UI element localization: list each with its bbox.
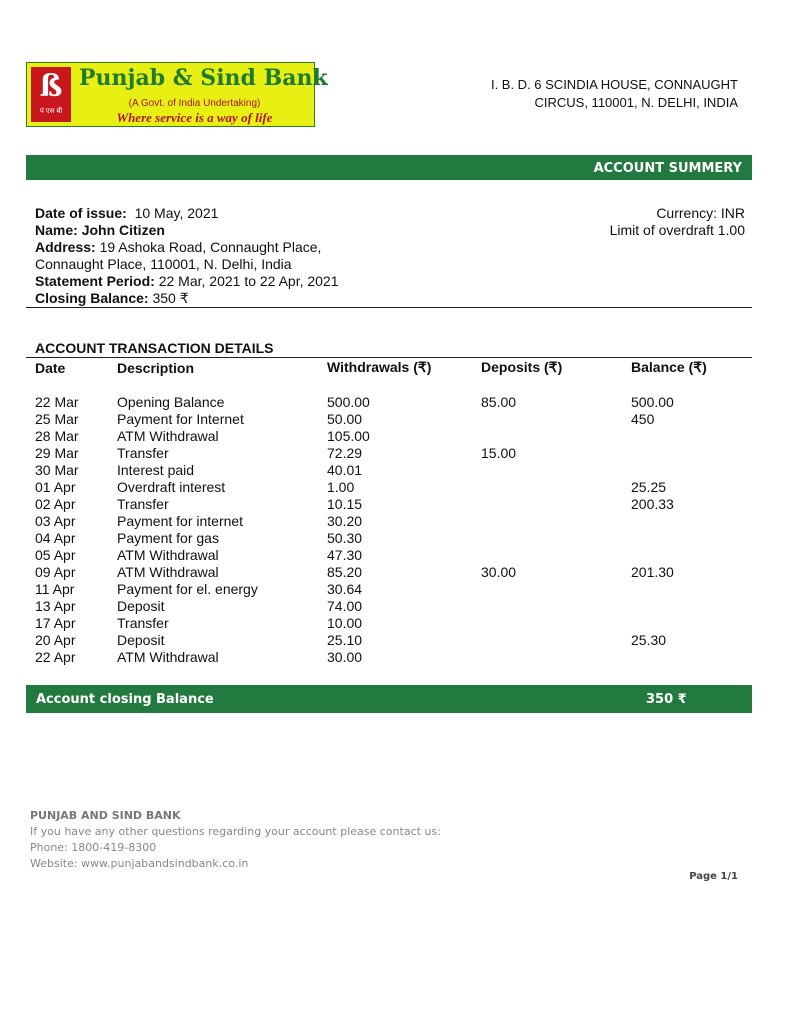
footer-bank-name: PUNJAB AND SIND BANK [30, 809, 181, 822]
table-row [30, 564, 752, 581]
summary-title: ACCOUNT SUMMERY [593, 161, 742, 176]
column-header-balance: Balance (₹) [631, 359, 707, 375]
cell-withdrawal: 74.00 [327, 598, 363, 614]
table-row [30, 547, 752, 564]
cell-withdrawal: 30.64 [327, 581, 363, 597]
cell-deposit [476, 632, 626, 649]
cell-date: 05 Apr [35, 547, 76, 563]
date-of-issue: Date of issue: 10 May, 2021 [35, 205, 219, 221]
cell-withdrawal: 500.00 [327, 394, 370, 410]
cell-balance: 500.00 [631, 394, 674, 410]
cell-date: 30 Mar [35, 462, 79, 478]
cell-date: 04 Apr [35, 530, 76, 546]
cell-withdrawal: 40.01 [327, 462, 363, 478]
cell-description: Deposit [117, 632, 165, 648]
cell-withdrawal: 10.15 [327, 496, 363, 512]
cell-deposit: 85.00 [481, 394, 517, 410]
statement-period: Statement Period: 22 Mar, 2021 to 22 Apr, 2021 [35, 273, 339, 289]
cell-balance [626, 462, 752, 479]
cell-date: 22 Mar [35, 394, 79, 410]
cell-withdrawal: 85.20 [327, 564, 363, 580]
table-row [30, 632, 752, 649]
cell-date: 22 Apr [35, 649, 76, 665]
cell-description: Transfer [117, 445, 169, 461]
cell-withdrawal: 25.10 [327, 632, 363, 648]
closing-balance-label: Account closing Balance [36, 692, 214, 707]
cell-date: 11 Apr [35, 581, 75, 597]
customer-address-line2: Connaught Place, 110001, N. Delhi, India [35, 256, 292, 272]
cell-deposit [476, 411, 626, 428]
table-row [30, 411, 752, 428]
column-header-date: Date [35, 359, 66, 376]
cell-deposit: 30.00 [481, 564, 517, 580]
transactions-table [30, 357, 752, 666]
table-row [30, 530, 752, 547]
transactions-title: ACCOUNT TRANSACTION DETAILS [35, 340, 274, 356]
column-header-withdrawals: Withdrawals (₹) [327, 359, 432, 375]
cell-withdrawal: 72.29 [327, 445, 363, 461]
cell-date: 13 Apr [35, 598, 76, 614]
cell-description: Payment for el. energy [117, 581, 258, 597]
cell-deposit [476, 479, 626, 496]
cell-balance [626, 547, 752, 564]
cell-deposit [476, 513, 626, 530]
cell-description: Deposit [117, 598, 165, 614]
cell-deposit [476, 428, 626, 445]
bank-emblem-icon: ß पं एस बी [31, 67, 71, 122]
cell-date: 20 Apr [35, 632, 76, 648]
cell-balance: 200.33 [631, 496, 674, 512]
cell-withdrawal: 47.30 [327, 547, 363, 563]
table-row [30, 581, 752, 598]
cell-description: Transfer [117, 615, 169, 631]
account-info [35, 205, 339, 307]
logo-tagline: Where service is a way of life [116, 110, 273, 125]
table-row [30, 479, 752, 496]
closing-balance: Closing Balance: 350 ₹ [35, 290, 189, 306]
cell-description: Opening Balance [117, 394, 225, 410]
table-row [30, 445, 752, 462]
logo-subtitle: (A Govt. of India Undertaking) [128, 98, 261, 109]
cell-date: 28 Mar [35, 428, 79, 444]
cell-withdrawal: 50.30 [327, 530, 363, 546]
cell-date: 03 Apr [35, 513, 76, 529]
footer-phone: Phone: 1800-419-8300 [30, 841, 157, 854]
cell-description: ATM Withdrawal [117, 547, 219, 563]
cell-description: Interest paid [117, 462, 195, 478]
table-row [30, 428, 752, 445]
table-header-row [30, 357, 752, 384]
cell-balance [626, 428, 752, 445]
cell-description: Payment for Internet [117, 411, 244, 427]
cell-deposit [476, 530, 626, 547]
page-number: Page 1/1 [689, 871, 738, 882]
cell-description: ATM Withdrawal [117, 564, 219, 580]
cell-balance [626, 581, 752, 598]
cell-withdrawal: 1.00 [327, 479, 355, 495]
cell-date: 25 Mar [35, 411, 79, 427]
cell-deposit [476, 598, 626, 615]
cell-date: 09 Apr [35, 564, 76, 580]
cell-balance [626, 598, 752, 615]
bank-address [418, 76, 738, 112]
cell-withdrawal: 10.00 [327, 615, 363, 631]
table-row [30, 513, 752, 530]
table-row [30, 384, 752, 411]
cell-description: Payment for gas [117, 530, 219, 546]
cell-description: Payment for internet [117, 513, 244, 529]
cell-description: ATM Withdrawal [117, 649, 219, 665]
cell-deposit [476, 615, 626, 632]
column-header-description: Description [117, 359, 195, 376]
cell-withdrawal: 105.00 [327, 428, 370, 444]
currency: Currency: INR [656, 205, 745, 221]
divider [26, 307, 752, 308]
account-terms [610, 205, 745, 239]
table-row [30, 598, 752, 615]
cell-deposit [476, 649, 626, 666]
cell-date: 29 Mar [35, 445, 79, 461]
cell-date: 02 Apr [35, 496, 76, 512]
cell-deposit [476, 496, 626, 513]
cell-deposit [476, 462, 626, 479]
cell-balance: 201.30 [631, 564, 674, 580]
footer-website: Website: www.punjabandsindbank.co.in [30, 857, 249, 870]
column-header-deposits: Deposits (₹) [481, 359, 563, 375]
cell-description: Transfer [117, 496, 169, 512]
table-row [30, 615, 752, 632]
footer [30, 808, 441, 872]
closing-balance-bar [26, 685, 752, 713]
cell-balance: 25.30 [631, 632, 667, 648]
cell-balance: 450 [631, 411, 655, 427]
logo-bank-name: Punjab & Sind Bank [79, 65, 328, 91]
overdraft-limit: Limit of overdraft 1.00 [609, 222, 745, 238]
account-summary-bar [26, 155, 752, 180]
cell-balance [626, 445, 752, 462]
cell-deposit [476, 547, 626, 564]
table-row [30, 462, 752, 479]
cell-deposit: 15.00 [481, 445, 517, 461]
table-row [30, 496, 752, 513]
cell-deposit [476, 581, 626, 598]
customer-address: Address: 19 Ashoka Road, Connaught Place, [35, 239, 322, 255]
bank-address-line: I. B. D. 6 SCINDIA HOUSE, CONNAUGHT [490, 77, 738, 92]
cell-balance [626, 649, 752, 666]
cell-description: Overdraft interest [117, 479, 226, 495]
bank-address-line: CIRCUS, 110001, N. DELHI, INDIA [534, 95, 738, 110]
cell-date: 17 Apr [35, 615, 76, 631]
cell-date: 01 Apr [35, 479, 76, 495]
cell-balance: 25.25 [631, 479, 667, 495]
cell-balance [626, 513, 752, 530]
bank-logo [26, 62, 328, 127]
cell-balance [626, 615, 752, 632]
cell-withdrawal: 30.00 [327, 649, 363, 665]
customer-name: Name: John Citizen [35, 222, 165, 238]
cell-withdrawal: 30.20 [327, 513, 363, 529]
closing-balance-value: 350 ₹ [646, 692, 687, 707]
footer-contact: If you have any other questions regarding your account please contact us: [30, 825, 441, 838]
table-row [30, 649, 752, 666]
cell-withdrawal: 50.00 [327, 411, 363, 427]
cell-description: ATM Withdrawal [117, 428, 219, 444]
cell-balance [626, 530, 752, 547]
